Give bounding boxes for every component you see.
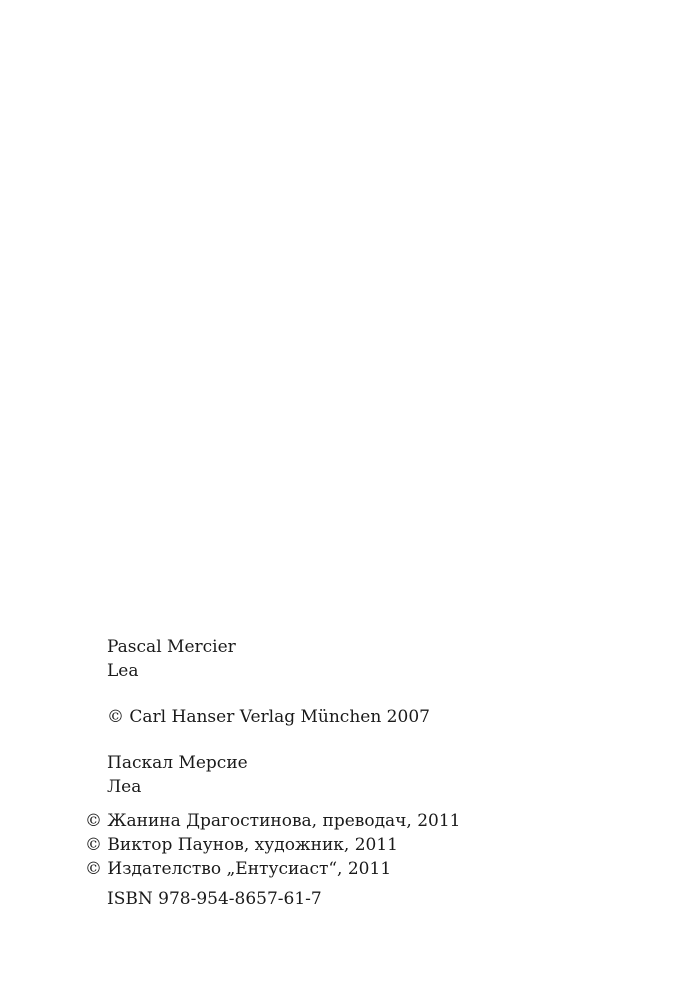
credit-publisher: © Издателство „Ентусиаст“, 2011	[85, 859, 392, 879]
credit-artist: © Виктор Паунов, художник, 2011	[85, 835, 398, 855]
credit-translator: © Жанина Драгостинова, преводач, 2011	[85, 811, 461, 831]
translated-title: Леа	[107, 777, 142, 797]
original-title: Lea	[107, 661, 139, 681]
original-author: Pascal Mercier	[107, 637, 236, 657]
isbn: ISBN 978-954-8657-61-7	[107, 889, 322, 909]
original-copyright: © Carl Hanser Verlag München 2007	[107, 707, 430, 727]
translated-author: Паскал Мерсие	[107, 753, 248, 773]
